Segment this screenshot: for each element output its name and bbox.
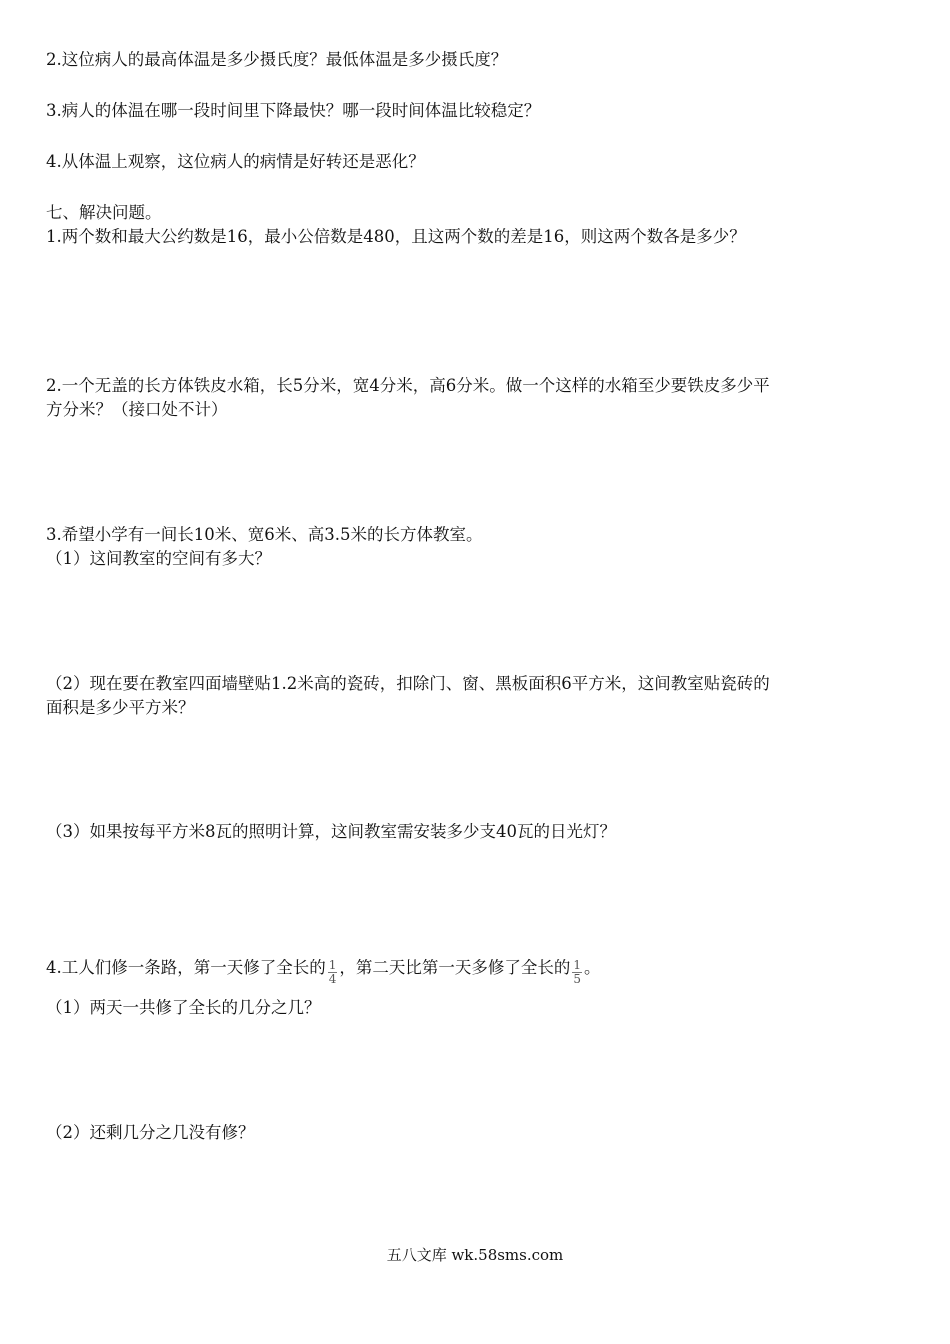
problem-7-4-text-2: ，第二天比第一天多修了全长的 [339, 958, 571, 977]
fraction-denominator: 5 [573, 972, 582, 986]
problem-7-1: 1.两个数和最大公约数是16，最小公倍数是480，且这两个数的差是16，则这两个数各是多少？ [46, 227, 746, 246]
fraction-one-fifth [572, 959, 582, 986]
question-6-4: 4.从体温上观察，这位病人的病情是好转还是恶化？ [46, 152, 425, 171]
question-6-2: 2.这位病人的最高体温是多少摄氏度？最低体温是多少摄氏度？ [46, 50, 508, 69]
problem-7-4-part-2: （2）还剩几分之几没有修？ [46, 1123, 255, 1142]
fraction-numerator: 1 [328, 958, 337, 972]
problem-7-3-part-2-line-2: 面积是多少平方米？ [46, 698, 195, 717]
problem-7-2-line-2: 方分米？（接口处不计） [46, 400, 228, 419]
fraction-numerator: 1 [573, 958, 582, 972]
fraction-denominator: 4 [328, 972, 337, 986]
problem-7-4-intro [46, 955, 910, 986]
question-6-3: 3.病人的体温在哪一段时间里下降最快？哪一段时间体温比较稳定？ [46, 101, 541, 120]
page-footer: 五八文库 wk.58sms.com [386, 1246, 564, 1264]
problem-7-4-text-3: 。 [584, 958, 601, 977]
problem-7-3-part-3: （3）如果按每平方米8瓦的照明计算，这间教室需安装多少支40瓦的日光灯？ [46, 822, 616, 841]
fraction-one-quarter [328, 959, 338, 986]
problem-7-3-part-2-line-1: （2）现在要在教室四面墙壁贴1.2米高的瓷砖，扣除门、窗、黑板面积6平方米，这间教室贴瓷砖的 [46, 674, 770, 693]
section-7-title: 七、解决问题。 [46, 203, 162, 222]
problem-7-4-text-1: 4.工人们修一条路，第一天修了全长的 [46, 958, 326, 977]
problem-7-3-part-1: （1）这间教室的空间有多大？ [46, 549, 271, 568]
problem-7-3-intro: 3.希望小学有一间长10米、宽6米、高3.5米的长方体教室。 [46, 525, 483, 544]
problem-7-2-line-1: 2.一个无盖的长方体铁皮水箱，长5分米，宽4分米，高6分米。做一个这样的水箱至少要铁皮多少平 [46, 376, 770, 395]
problem-7-4-part-1: （1）两天一共修了全长的几分之几？ [46, 998, 321, 1017]
